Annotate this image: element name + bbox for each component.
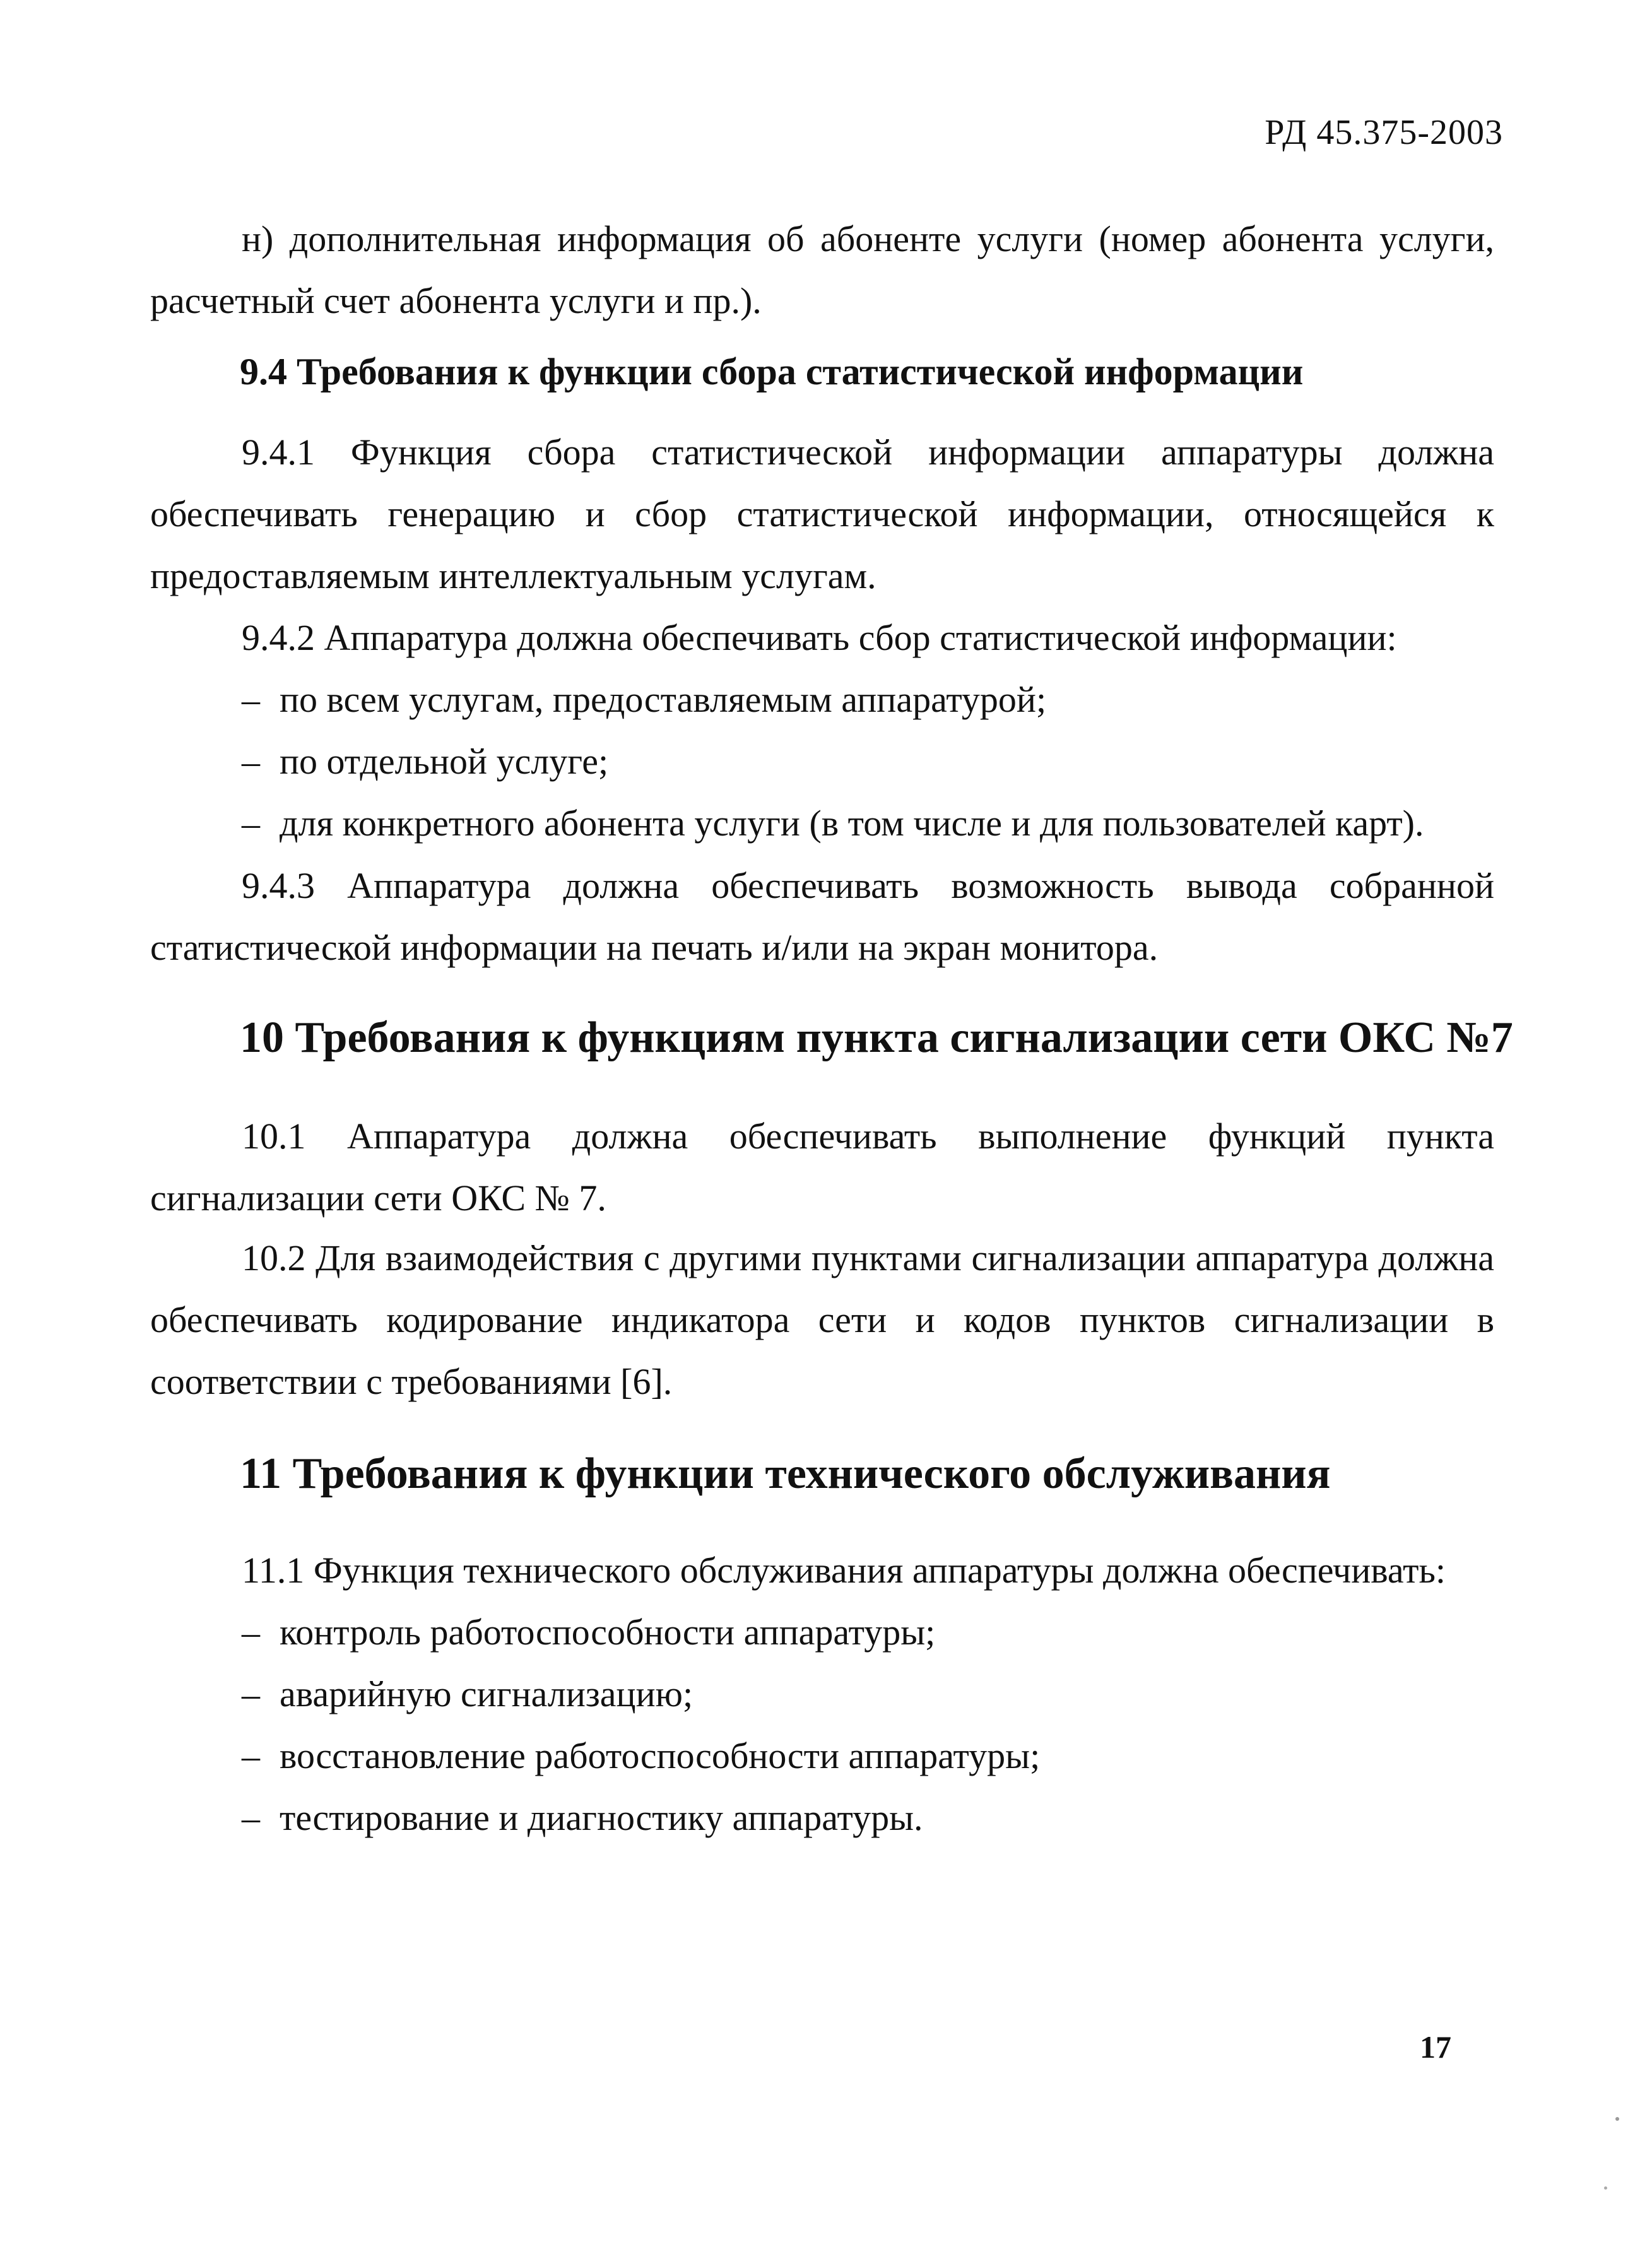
dash-mark: –: [242, 803, 260, 844]
list-item-text: по отдельной услуге;: [280, 741, 609, 782]
dash-mark: –: [242, 1797, 260, 1838]
dash-mark: –: [242, 741, 260, 782]
paragraph-10-2: 10.2 Для взаимодействия с другими пунктами сигнализации аппаратура должна обеспечивать кодирование индикатора сети и кодов пунктов сигнализации в соответствии с требованиями [6].: [150, 1237, 1494, 1402]
heading-10: 10 Требования к функциям пункта сигнализации сети ОКС №7: [240, 1013, 1513, 1062]
scan-speck: [1604, 2186, 1607, 2190]
list-item-text: для конкретного абонента услуги (в том числе и для пользователей карт).: [280, 803, 1424, 844]
list-item-text: тестирование и диагностику аппаратуры.: [280, 1797, 923, 1838]
section-9-4-1-block: [150, 422, 1494, 607]
list-item: [150, 669, 1494, 731]
section-9-4-2-block: [150, 607, 1494, 854]
section-10-1-block: [150, 1106, 1494, 1229]
list-item-text: контроль работоспособности аппаратуры;: [280, 1612, 936, 1653]
paragraph-9-4-1: 9.4.1 Функция сбора статистической информации аппаратуры должна обеспечивать генерацию и сбор статистической информации, относящейся к предоставляемым интеллектуальным услугам.: [150, 432, 1494, 596]
list-item-text: восстановление работоспособности аппаратуры;: [280, 1735, 1041, 1776]
document-code: РД 45.375-2003: [1265, 113, 1503, 152]
section-10-2-block: [150, 1227, 1494, 1413]
paragraph-9-4-3: 9.4.3 Аппаратура должна обеспечивать возможность вывода собранной статистической информации на печать и/или на экран монитора.: [150, 865, 1494, 968]
dash-mark: –: [242, 1612, 260, 1653]
item-n-block: [150, 208, 1494, 332]
list-item: [150, 793, 1494, 854]
heading-9-4: 9.4 Требования к функции сбора статистической информации: [240, 351, 1304, 392]
dash-mark: –: [242, 679, 260, 720]
list-item: [150, 731, 1494, 793]
heading-11: 11 Требования к функции технического обслуживания: [240, 1449, 1331, 1498]
item-n-paragraph: н) дополнительная информация об абоненте услуги (номер абонента услуги, расчетный счет абонента услуги и пр.).: [150, 218, 1494, 321]
list-item: [150, 1663, 1494, 1725]
section-11-1-block: [150, 1540, 1494, 1849]
list-item: [150, 1601, 1494, 1663]
list-item-text: по всем услугам, предоставляемым аппаратурой;: [280, 679, 1047, 720]
list-item: [150, 1787, 1494, 1849]
paragraph-9-4-2: 9.4.2 Аппаратура должна обеспечивать сбор статистической информации:: [242, 617, 1397, 658]
page-number: 17: [1420, 2029, 1451, 2065]
section-9-4-3-block: [150, 855, 1494, 979]
scan-speck: [1615, 2117, 1619, 2121]
paragraph-11-1: 11.1 Функция технического обслуживания аппаратуры должна обеспечивать:: [242, 1550, 1446, 1591]
dash-mark: –: [242, 1673, 260, 1714]
list-item-text: аварийную сигнализацию;: [280, 1673, 693, 1714]
dash-mark: –: [242, 1735, 260, 1776]
list-item: [150, 1725, 1494, 1787]
paragraph-10-1: 10.1 Аппаратура должна обеспечивать выполнение функций пункта сигнализации сети ОКС № 7.: [150, 1116, 1494, 1218]
